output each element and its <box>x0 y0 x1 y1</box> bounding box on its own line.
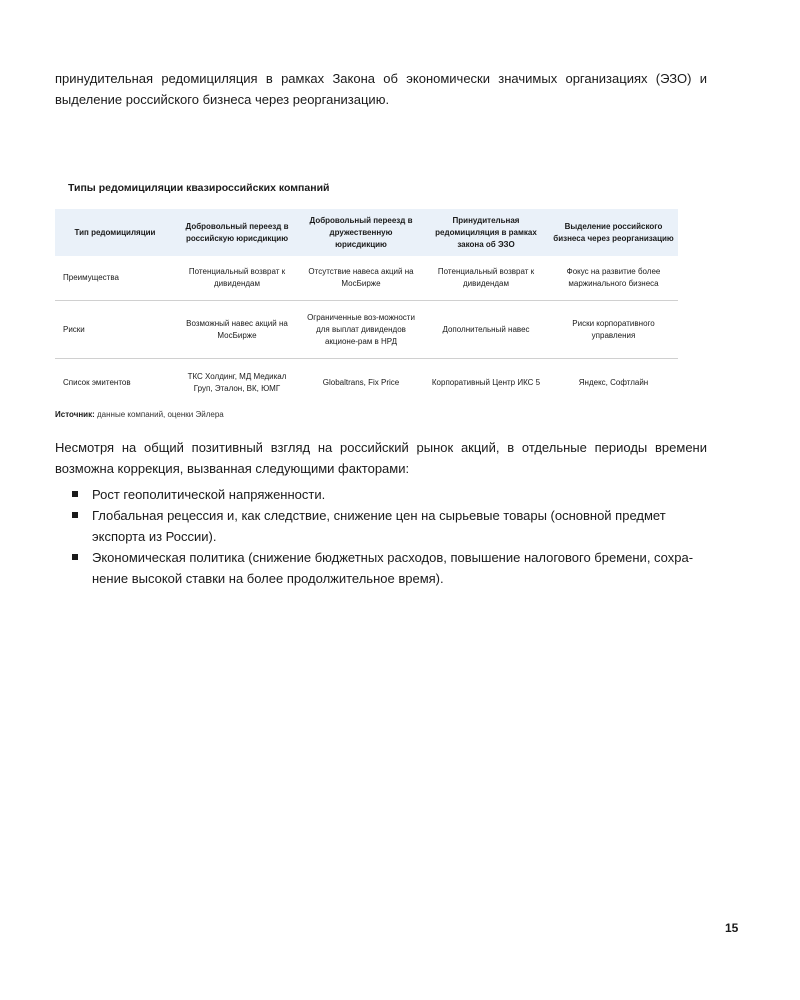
table-cell: Ограниченные воз-можности для выплат дивидендов акционе-рам в НРД <box>299 301 423 359</box>
column-header: Принудительная редомициляция в рамках закона об ЭЗО <box>423 209 549 256</box>
table-row <box>55 256 678 301</box>
table-cell: Риски корпоративного управления <box>549 301 678 359</box>
list-item <box>72 547 712 589</box>
table-cell: ТКС Холдинг, МД Медикал Груп, Эталон, ВК, ЮМГ <box>187 371 287 393</box>
list-item-text: Глобальная рецессия и, как следствие, снижение цен на сырьевые товары (основной предмет экспорта из России). <box>92 508 666 544</box>
body-paragraph: Несмотря на общий позитивный взгляд на российский рынок акций, в отдельные периоды времени возможна коррекция, вызванная следующими факторами: <box>55 440 707 476</box>
table-row <box>55 301 678 359</box>
column-header: Добровольный переезд в дружественную юрисдикцию <box>299 209 423 256</box>
factor-list <box>72 484 712 589</box>
table-cell: Корпоративный Центр ИКС 5 <box>431 377 541 387</box>
list-item <box>72 505 712 547</box>
page-number: 15 <box>725 921 739 935</box>
column-header: Добровольный переезд в российскую юрисдикцию <box>175 209 299 256</box>
table-cell: Globaltrans, Fix Price <box>322 377 400 387</box>
table-cell: Яндекс, Софтлайн <box>578 377 649 387</box>
list-item <box>72 484 712 505</box>
column-header: Выделение российского бизнеса через реорганизацию <box>549 209 678 256</box>
bullet-square-icon <box>72 554 78 560</box>
table-title: Типы редомициляции квазироссийских компаний <box>68 182 330 194</box>
source-label: Источник: <box>55 410 95 419</box>
table-source-note <box>55 410 224 419</box>
table-row <box>55 359 678 407</box>
row-label: Риски <box>55 301 175 359</box>
bullet-square-icon <box>72 491 78 497</box>
column-header: Тип редомициляции <box>55 209 175 256</box>
row-label: Преимущества <box>55 256 175 301</box>
table-header-row <box>55 209 678 256</box>
table-cell: Возможный навес акций на МосБирже <box>175 301 299 359</box>
table-cell: Потенциальный возврат к дивидендам <box>175 256 299 301</box>
table-cell: Отсутствие навеса акций на МосБирже <box>299 256 423 301</box>
table-cell: Дополнительный навес <box>423 301 549 359</box>
row-label: Список эмитентов <box>63 377 131 387</box>
list-item-text: Экономическая политика (снижение бюджетных расходов, повышение налогового бремени, сохра-нение высокой ставки на более продолжительное время). <box>92 550 694 586</box>
bullet-square-icon <box>72 512 78 518</box>
table-cell: Потенциальный возврат к дивидендам <box>423 256 549 301</box>
redomiciliation-table <box>55 209 678 406</box>
table-cell: Фокус на развитие более маржинального бизнеса <box>549 256 678 301</box>
source-text: данные компаний, оценки Эйлера <box>94 410 224 419</box>
list-item-text: Рост геополитической напряженности. <box>92 487 326 502</box>
intro-paragraph: принудительная редомициляция в рамках Закона об экономически значимых организациях (ЭЗО) и выделение российского бизнеса через реорганизацию. <box>55 71 707 107</box>
